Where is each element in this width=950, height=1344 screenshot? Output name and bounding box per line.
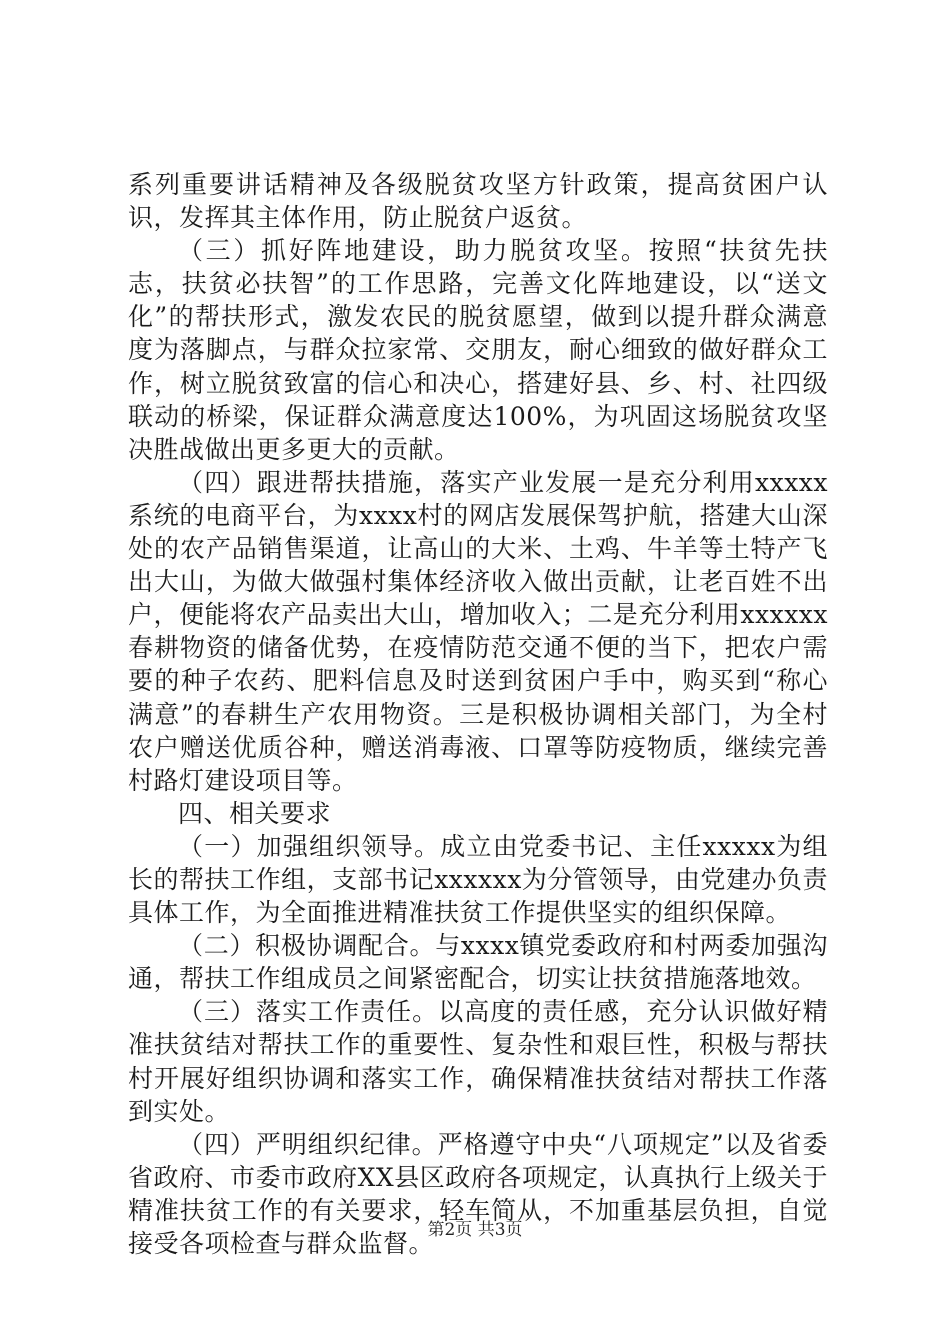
document-body: [128, 168, 828, 1260]
paragraph-section-4-1: （一）加强组织领导。成立由党委书记、主任xxxxx为组长的帮扶工作组，支部书记xxxxxx为分管领导，由党建办负责具体工作，为全面推进精准扶贫工作提供坚实的组织保障。: [128, 831, 828, 928]
paragraph-continuation: 系列重要讲话精神及各级脱贫攻坚方针政策，提高贫困户认识，发挥其主体作用，防止脱贫户返贫。: [128, 170, 828, 233]
page-number-footer: 第2页 共3页: [427, 1220, 523, 1240]
paragraph-section-3-4: （四）跟进帮扶措施，落实产业发展一是充分利用xxxxx系统的电商平台，为xxxx村的网店发展保驾护航，搭建大山深处的农产品销售渠道，让高山的大米、土鸡、牛羊等土特产飞出大山，为做大做强村集体经济收入做出贡献，让老百姓不出户，便能将农产品卖出大山，增加收入；二是充分利用xxxxxx春耕物资的储备优势，在疫情防范交通不便的当下，把农户需要的种子农药、肥料信息及时送到贫困户手中，购买到“称心满意”的春耕生产农用物资。三是积极协调相关部门，为全村农户赠送优质谷种，赠送消毒液、口罩等防疫物质，继续完善村路灯建设项目等。: [128, 467, 828, 795]
paragraph-section-3-3: （三）抓好阵地建设，助力脱贫攻坚。按照“扶贫先扶志，扶贫必扶智”的工作思路，完善文化阵地建设，以“送文化”的帮扶形式，激发农民的脱贫愿望，做到以提升群众满意度为落脚点，与群众拉家常、交朋友，耐心细致的做好群众工作，树立脱贫致富的信心和决心，搭建好县、乡、村、社四级联动的桥梁，保证群众满意度达100%，为巩固这场脱贫攻坚决胜战做出更多更大的贡献。: [128, 236, 828, 464]
heading-section-4: 四、相关要求: [178, 798, 332, 828]
paragraph-section-4-2: （二）积极协调配合。与xxxx镇党委政府和村两委加强沟通，帮扶工作组成员之间紧密配合，切实让扶贫措施落地效。: [128, 931, 828, 994]
paragraph-section-4-4: （四）严明组织纪律。严格遵守中央“八项规定”以及省委省政府、市委市政府XX县区政府各项规定，认真执行上级关于精准扶贫工作的有关要求，轻车简从，不加重基层负担，自觉接受各项检查与群众监督。: [128, 1129, 828, 1258]
paragraph-section-4-3: （三）落实工作责任。以高度的责任感，充分认识做好精准扶贫结对帮扶工作的重要性、复杂性和艰巨性，积极与帮扶村开展好组织协调和落实工作，确保精准扶贫结对帮扶工作落到实处。: [128, 997, 828, 1126]
